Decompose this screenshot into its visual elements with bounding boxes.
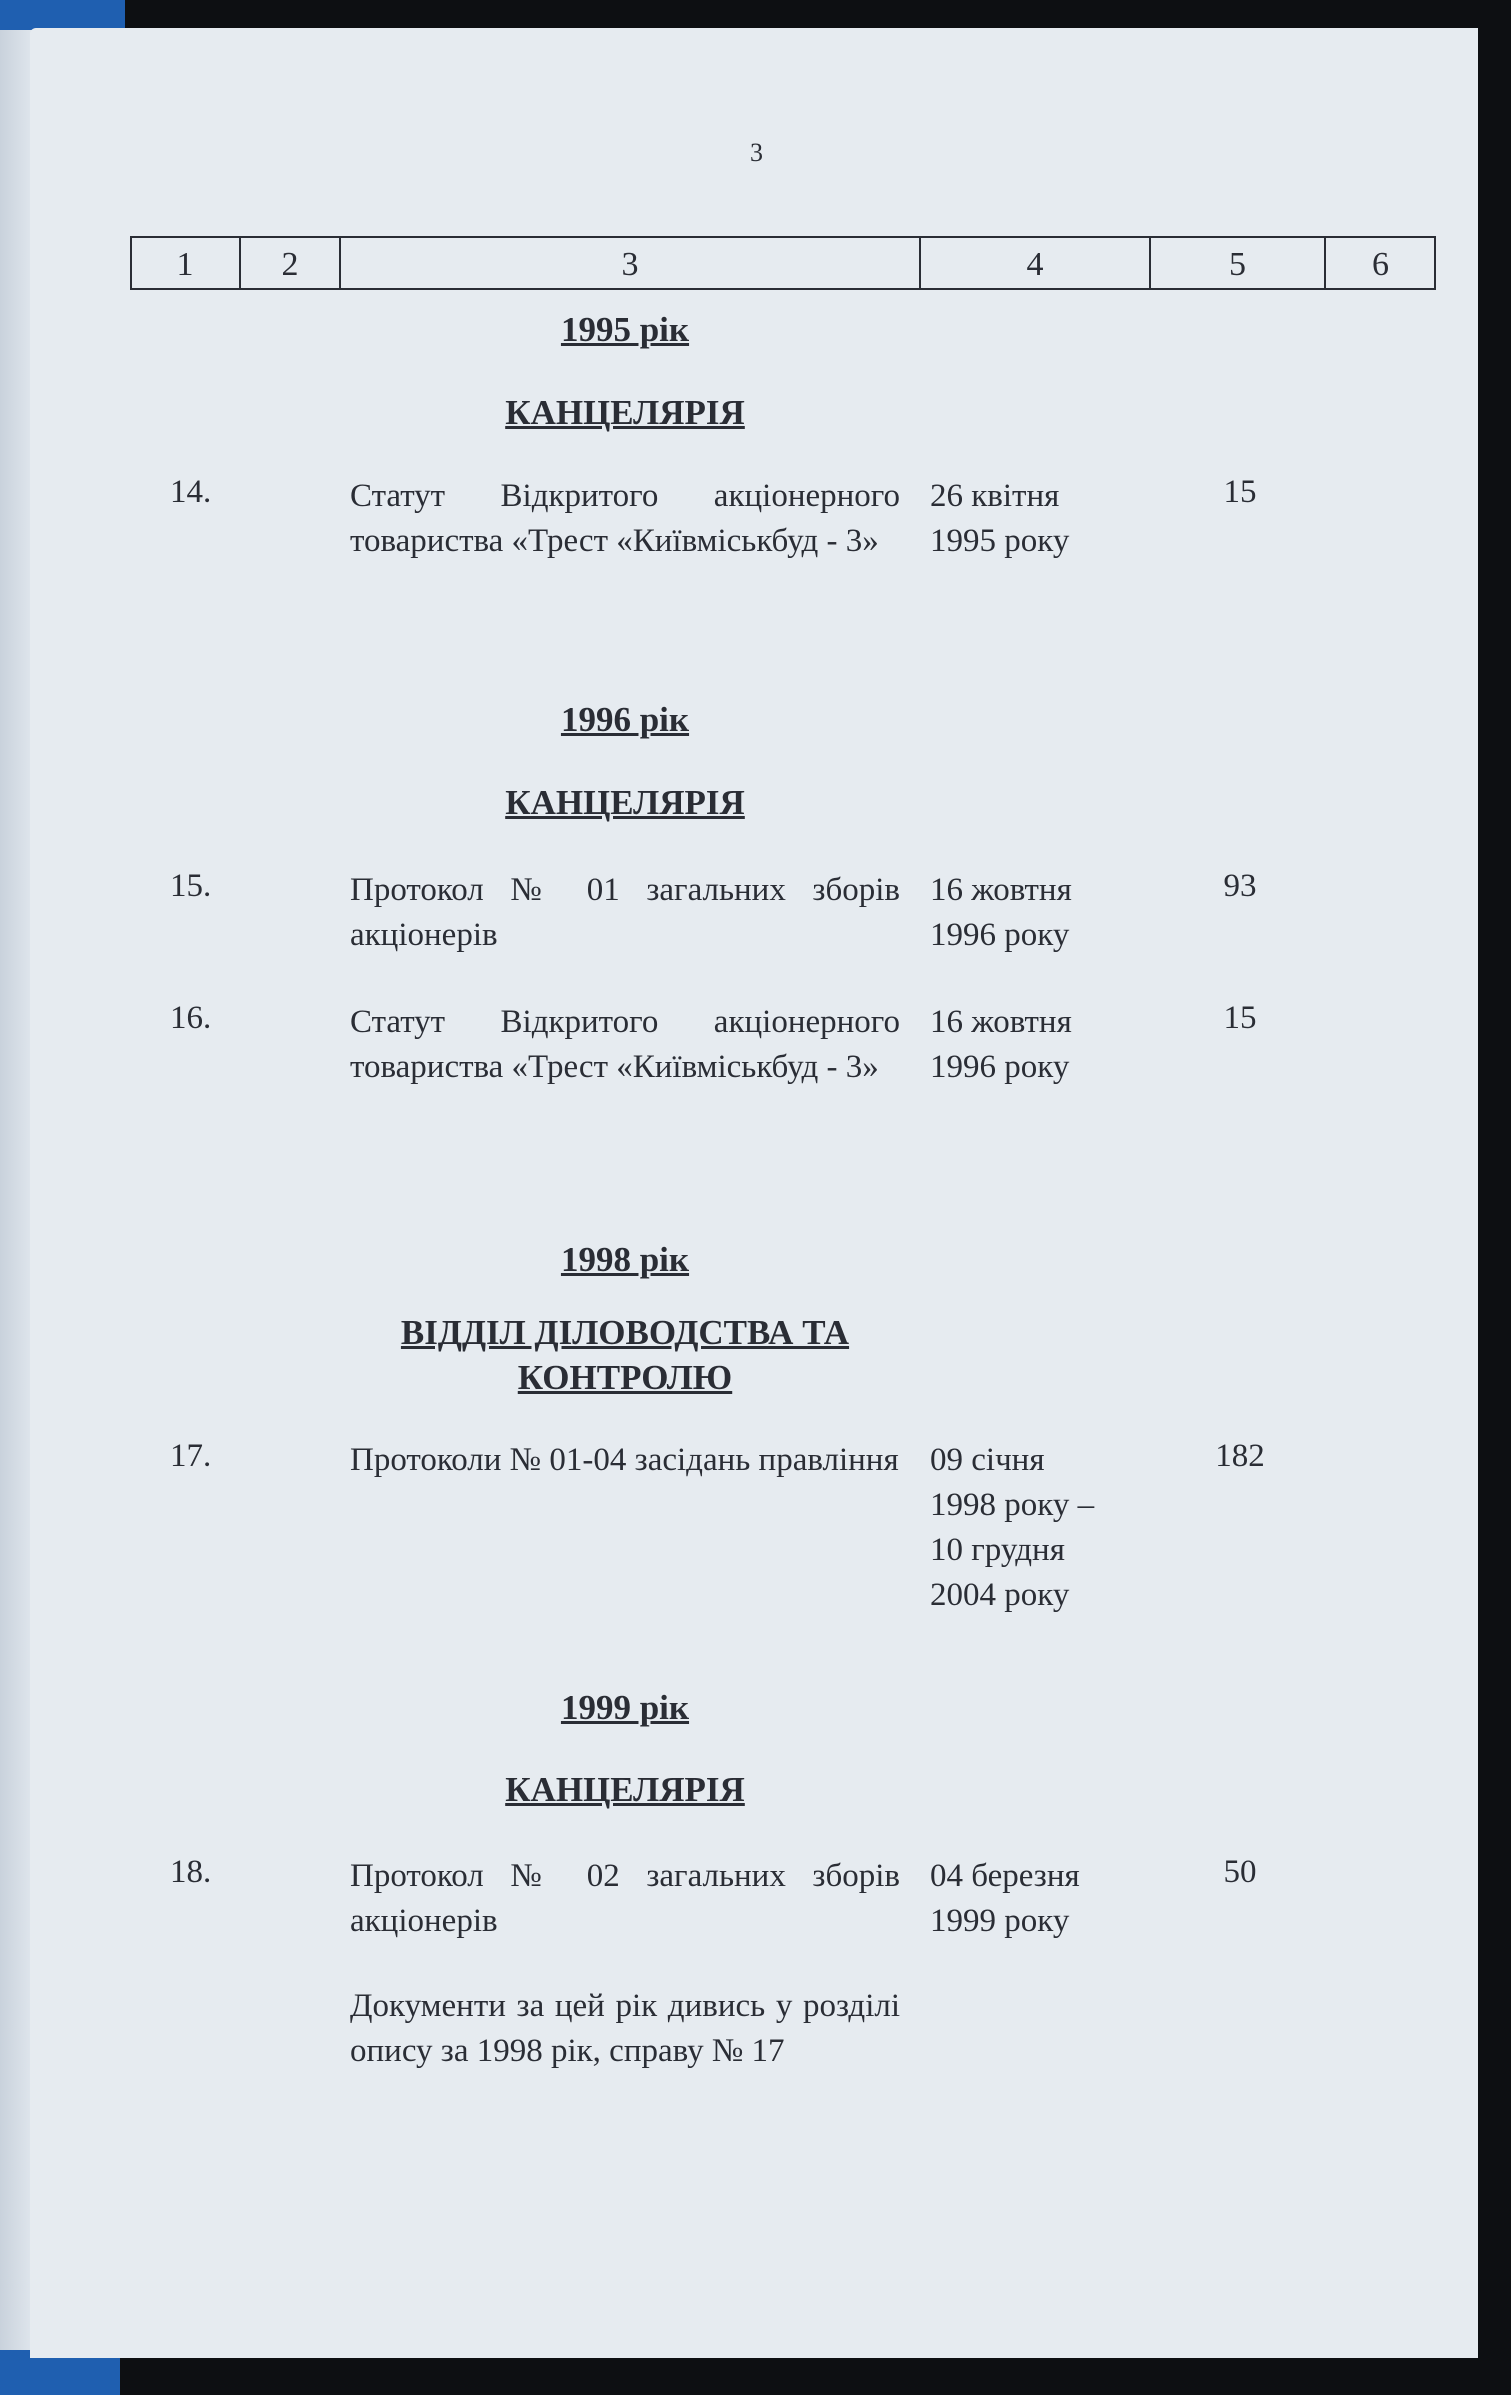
department-heading: ВІДДІЛ ДІЛОВОДСТВА ТА КОНТРОЛЮ xyxy=(400,1313,850,1397)
cross-reference-note: Документи за цей рік дивись у розділі опису за 1998 рік, справу № 17 xyxy=(350,1988,900,2069)
item-title: Протоколи № 01-04 засідань правління xyxy=(350,1442,899,1478)
year-heading: 1998 рік xyxy=(560,1240,690,1279)
item-title: Протокол № 01 загальних зборів акціонерів xyxy=(350,872,900,953)
item-date: 04 березня 1999 року xyxy=(930,1858,1080,1939)
item-title: Статут Відкритого акціонерного товариства «Трест «Київміськбуд - 3» xyxy=(350,478,900,559)
document-page xyxy=(30,28,1478,2358)
item-title: Статут Відкритого акціонерного товариства «Трест «Київміськбуд - 3» xyxy=(350,1004,900,1085)
item-number: 16. xyxy=(170,1000,212,1036)
item-pages: 15 xyxy=(1223,474,1257,510)
column-6-header: 6 xyxy=(1372,246,1389,283)
page-number: 3 xyxy=(750,138,763,167)
column-1-header: 1 xyxy=(176,246,194,283)
year-heading: 1995 рік xyxy=(560,310,690,349)
item-date: 16 жовтня 1996 року xyxy=(930,872,1072,953)
column-header-row xyxy=(130,236,1436,290)
item-number: 18. xyxy=(170,1854,212,1890)
item-number: 17. xyxy=(170,1438,212,1474)
item-pages: 15 xyxy=(1223,1000,1257,1036)
year-heading: 1996 рік xyxy=(560,700,690,739)
item-date: 16 жовтня 1996 року xyxy=(930,1004,1072,1085)
item-pages: 50 xyxy=(1223,1854,1257,1890)
item-date: 26 квітня 1995 року xyxy=(930,478,1070,559)
column-3-header: 3 xyxy=(621,246,639,283)
item-pages: 93 xyxy=(1223,868,1257,904)
column-2-header: 2 xyxy=(281,246,299,283)
item-number: 14. xyxy=(170,474,212,510)
column-5-header: 5 xyxy=(1229,246,1246,283)
department-heading: КАНЦЕЛЯРІЯ xyxy=(505,783,745,822)
item-title: Протокол № 02 загальних зборів акціонерів xyxy=(350,1858,900,1939)
item-date: 09 січня 1998 року – 10 грудня 2004 року xyxy=(930,1442,1095,1613)
item-number: 15. xyxy=(170,868,212,904)
column-4-header: 4 xyxy=(1026,246,1044,283)
item-pages: 182 xyxy=(1215,1438,1265,1474)
year-heading: 1999 рік xyxy=(560,1688,690,1727)
department-heading: КАНЦЕЛЯРІЯ xyxy=(505,1770,745,1809)
department-heading: КАНЦЕЛЯРІЯ xyxy=(505,393,745,432)
